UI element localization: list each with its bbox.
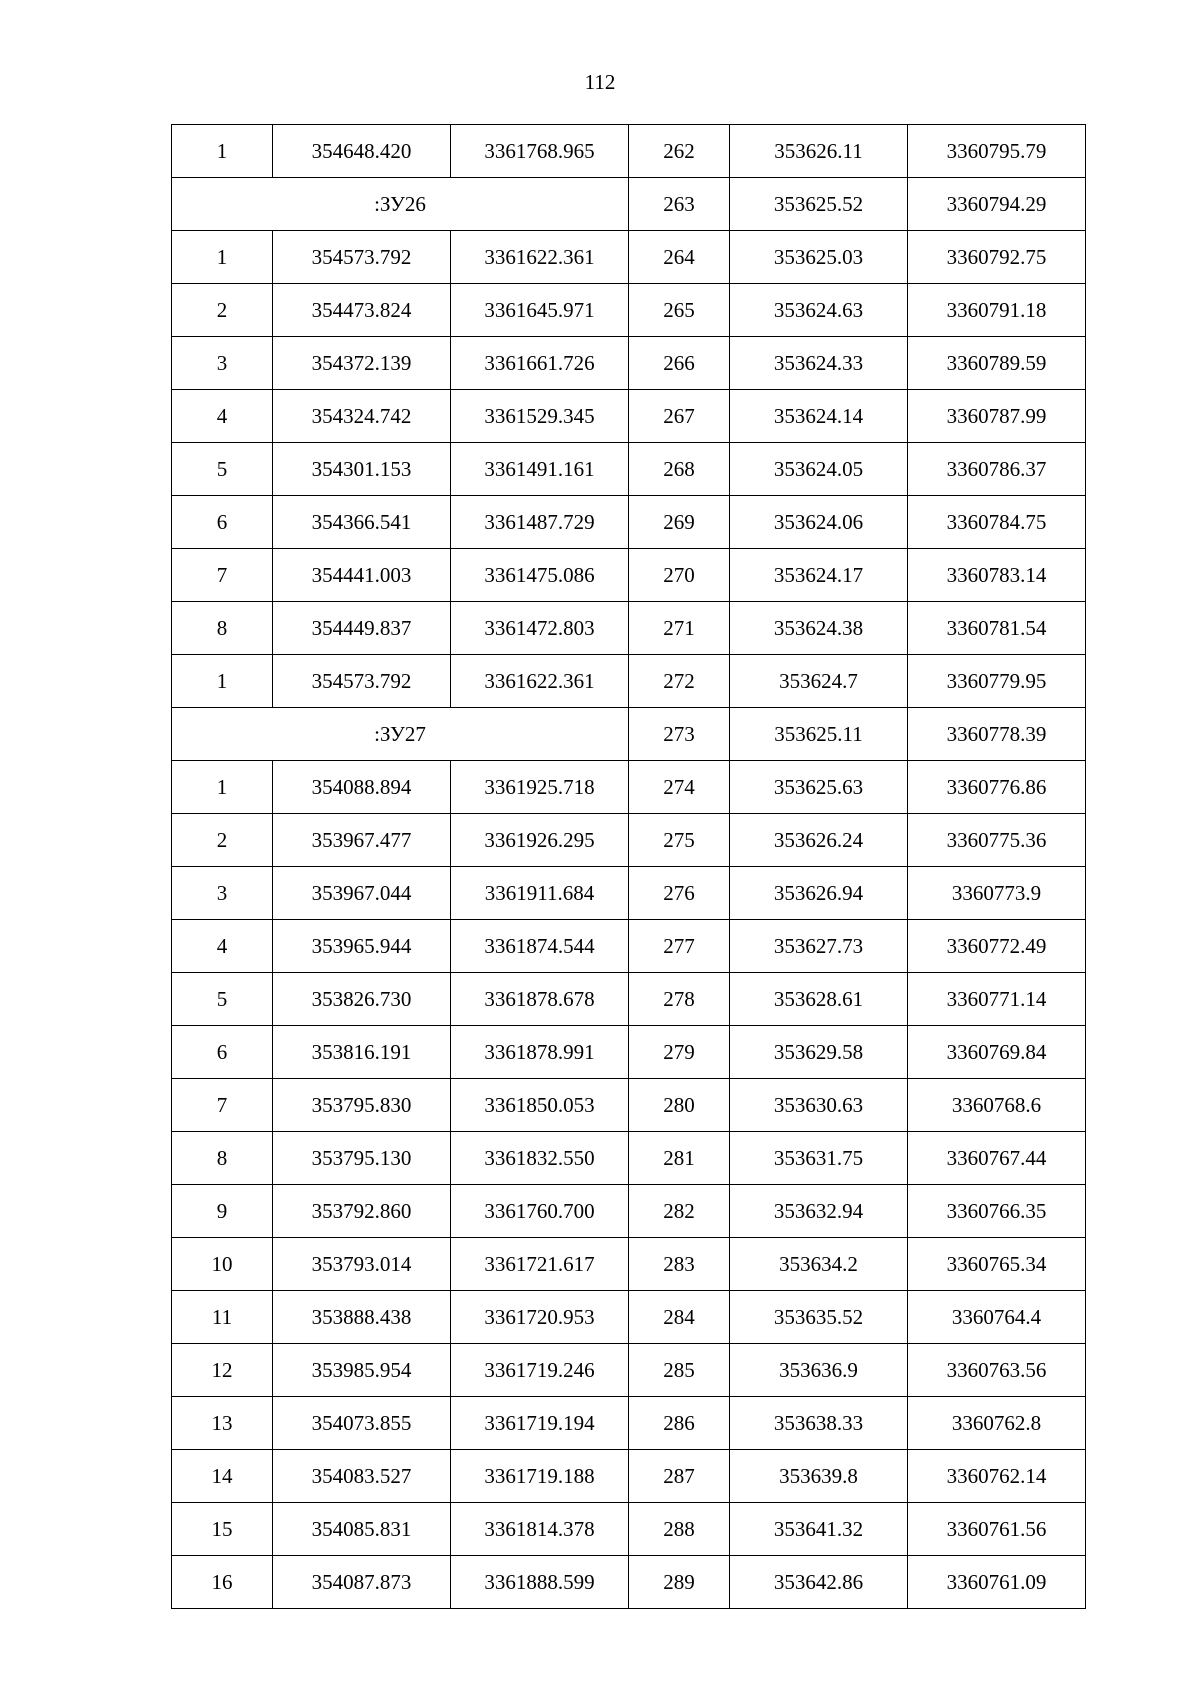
left-point-number: 1	[172, 655, 273, 708]
right-point-number: 262	[629, 125, 730, 178]
right-point-number: 279	[629, 1026, 730, 1079]
right-y-coordinate: 3360761.09	[908, 1556, 1086, 1609]
table-row	[172, 549, 1086, 602]
right-x-coordinate: 353624.17	[730, 549, 908, 602]
left-y-coordinate: 3361622.361	[451, 655, 629, 708]
right-x-coordinate: 353636.9	[730, 1344, 908, 1397]
right-point-number: 287	[629, 1450, 730, 1503]
left-x-coordinate: 354366.541	[273, 496, 451, 549]
right-point-number: 283	[629, 1238, 730, 1291]
right-x-coordinate: 353631.75	[730, 1132, 908, 1185]
right-y-coordinate: 3360766.35	[908, 1185, 1086, 1238]
left-point-number: 2	[172, 814, 273, 867]
right-point-number: 271	[629, 602, 730, 655]
left-point-number: 15	[172, 1503, 273, 1556]
right-y-coordinate: 3360762.14	[908, 1450, 1086, 1503]
right-point-number: 275	[629, 814, 730, 867]
left-y-coordinate: 3361721.617	[451, 1238, 629, 1291]
left-x-coordinate: 354573.792	[273, 655, 451, 708]
table-row	[172, 337, 1086, 390]
table-row	[172, 973, 1086, 1026]
table-row	[172, 1079, 1086, 1132]
right-y-coordinate: 3360769.84	[908, 1026, 1086, 1079]
left-point-number: 3	[172, 867, 273, 920]
left-point-number: 5	[172, 443, 273, 496]
right-point-number: 267	[629, 390, 730, 443]
section-row	[172, 178, 1086, 231]
right-x-coordinate: 353626.24	[730, 814, 908, 867]
right-point-number: 266	[629, 337, 730, 390]
left-point-number: 7	[172, 1079, 273, 1132]
left-point-number: 6	[172, 496, 273, 549]
right-y-coordinate: 3360772.49	[908, 920, 1086, 973]
left-y-coordinate: 3361926.295	[451, 814, 629, 867]
table-row	[172, 443, 1086, 496]
right-point-number: 282	[629, 1185, 730, 1238]
right-x-coordinate: 353625.03	[730, 231, 908, 284]
right-point-number: 280	[629, 1079, 730, 1132]
right-point-number: 277	[629, 920, 730, 973]
right-x-coordinate: 353626.94	[730, 867, 908, 920]
left-x-coordinate: 354441.003	[273, 549, 451, 602]
left-y-coordinate: 3361475.086	[451, 549, 629, 602]
right-x-coordinate: 353624.14	[730, 390, 908, 443]
parcel-label: :ЗУ26	[172, 178, 629, 231]
right-x-coordinate: 353624.05	[730, 443, 908, 496]
right-x-coordinate: 353629.58	[730, 1026, 908, 1079]
left-y-coordinate: 3361719.194	[451, 1397, 629, 1450]
left-x-coordinate: 353816.191	[273, 1026, 451, 1079]
right-y-coordinate: 3360768.6	[908, 1079, 1086, 1132]
left-y-coordinate: 3361760.700	[451, 1185, 629, 1238]
right-point-number: 286	[629, 1397, 730, 1450]
table-row	[172, 1556, 1086, 1609]
left-x-coordinate: 354573.792	[273, 231, 451, 284]
right-y-coordinate: 3360784.75	[908, 496, 1086, 549]
right-y-coordinate: 3360765.34	[908, 1238, 1086, 1291]
table-row	[172, 390, 1086, 443]
left-point-number: 1	[172, 231, 273, 284]
left-y-coordinate: 3361850.053	[451, 1079, 629, 1132]
left-y-coordinate: 3361487.729	[451, 496, 629, 549]
right-y-coordinate: 3360786.37	[908, 443, 1086, 496]
left-y-coordinate: 3361814.378	[451, 1503, 629, 1556]
left-point-number: 12	[172, 1344, 273, 1397]
left-x-coordinate: 353967.044	[273, 867, 451, 920]
left-point-number: 16	[172, 1556, 273, 1609]
right-x-coordinate: 353625.11	[730, 708, 908, 761]
left-x-coordinate: 354083.527	[273, 1450, 451, 1503]
right-y-coordinate: 3360778.39	[908, 708, 1086, 761]
table-row	[172, 284, 1086, 337]
right-y-coordinate: 3360781.54	[908, 602, 1086, 655]
table-row	[172, 867, 1086, 920]
right-x-coordinate: 353625.52	[730, 178, 908, 231]
left-point-number: 3	[172, 337, 273, 390]
right-x-coordinate: 353638.33	[730, 1397, 908, 1450]
right-x-coordinate: 353635.52	[730, 1291, 908, 1344]
left-y-coordinate: 3361874.544	[451, 920, 629, 973]
right-point-number: 288	[629, 1503, 730, 1556]
left-y-coordinate: 3361529.345	[451, 390, 629, 443]
right-x-coordinate: 353624.33	[730, 337, 908, 390]
table-row	[172, 496, 1086, 549]
right-point-number: 263	[629, 178, 730, 231]
left-point-number: 6	[172, 1026, 273, 1079]
left-point-number: 2	[172, 284, 273, 337]
right-y-coordinate: 3360783.14	[908, 549, 1086, 602]
left-y-coordinate: 3361491.161	[451, 443, 629, 496]
right-point-number: 272	[629, 655, 730, 708]
left-point-number: 13	[172, 1397, 273, 1450]
table-row	[172, 602, 1086, 655]
left-y-coordinate: 3361925.718	[451, 761, 629, 814]
left-y-coordinate: 3361878.678	[451, 973, 629, 1026]
table-row	[172, 231, 1086, 284]
left-x-coordinate: 354648.420	[273, 125, 451, 178]
right-x-coordinate: 353624.38	[730, 602, 908, 655]
left-y-coordinate: 3361472.803	[451, 602, 629, 655]
right-y-coordinate: 3360771.14	[908, 973, 1086, 1026]
right-point-number: 273	[629, 708, 730, 761]
right-y-coordinate: 3360763.56	[908, 1344, 1086, 1397]
right-point-number: 270	[629, 549, 730, 602]
left-point-number: 1	[172, 761, 273, 814]
right-point-number: 278	[629, 973, 730, 1026]
right-x-coordinate: 353626.11	[730, 125, 908, 178]
left-y-coordinate: 3361622.361	[451, 231, 629, 284]
right-y-coordinate: 3360792.75	[908, 231, 1086, 284]
left-x-coordinate: 353826.730	[273, 973, 451, 1026]
left-y-coordinate: 3361768.965	[451, 125, 629, 178]
left-y-coordinate: 3361878.991	[451, 1026, 629, 1079]
table-row	[172, 1450, 1086, 1503]
right-y-coordinate: 3360795.79	[908, 125, 1086, 178]
right-point-number: 274	[629, 761, 730, 814]
left-x-coordinate: 354087.873	[273, 1556, 451, 1609]
left-y-coordinate: 3361720.953	[451, 1291, 629, 1344]
right-point-number: 264	[629, 231, 730, 284]
table-row	[172, 814, 1086, 867]
left-x-coordinate: 354473.824	[273, 284, 451, 337]
right-point-number: 265	[629, 284, 730, 337]
left-x-coordinate: 354085.831	[273, 1503, 451, 1556]
right-y-coordinate: 3360767.44	[908, 1132, 1086, 1185]
right-x-coordinate: 353624.7	[730, 655, 908, 708]
right-y-coordinate: 3360787.99	[908, 390, 1086, 443]
table-row	[172, 1344, 1086, 1397]
right-y-coordinate: 3360794.29	[908, 178, 1086, 231]
table-row	[172, 1291, 1086, 1344]
left-y-coordinate: 3361888.599	[451, 1556, 629, 1609]
left-point-number: 14	[172, 1450, 273, 1503]
left-x-coordinate: 354372.139	[273, 337, 451, 390]
page-number: 112	[584, 70, 616, 94]
left-x-coordinate: 354088.894	[273, 761, 451, 814]
left-y-coordinate: 3361911.684	[451, 867, 629, 920]
right-y-coordinate: 3360761.56	[908, 1503, 1086, 1556]
left-x-coordinate: 353795.830	[273, 1079, 451, 1132]
right-y-coordinate: 3360764.4	[908, 1291, 1086, 1344]
right-point-number: 289	[629, 1556, 730, 1609]
left-point-number: 10	[172, 1238, 273, 1291]
left-y-coordinate: 3361719.246	[451, 1344, 629, 1397]
left-x-coordinate: 353965.944	[273, 920, 451, 973]
left-point-number: 9	[172, 1185, 273, 1238]
left-point-number: 5	[172, 973, 273, 1026]
left-y-coordinate: 3361832.550	[451, 1132, 629, 1185]
right-y-coordinate: 3360773.9	[908, 867, 1086, 920]
table-row	[172, 1503, 1086, 1556]
right-x-coordinate: 353628.61	[730, 973, 908, 1026]
right-y-coordinate: 3360789.59	[908, 337, 1086, 390]
left-point-number: 1	[172, 125, 273, 178]
table-row	[172, 1397, 1086, 1450]
right-y-coordinate: 3360791.18	[908, 284, 1086, 337]
right-x-coordinate: 353634.2	[730, 1238, 908, 1291]
right-y-coordinate: 3360776.86	[908, 761, 1086, 814]
right-y-coordinate: 3360775.36	[908, 814, 1086, 867]
right-x-coordinate: 353627.73	[730, 920, 908, 973]
right-x-coordinate: 353624.63	[730, 284, 908, 337]
right-point-number: 269	[629, 496, 730, 549]
coordinates-table-body	[172, 125, 1086, 1609]
left-x-coordinate: 353888.438	[273, 1291, 451, 1344]
left-point-number: 4	[172, 920, 273, 973]
right-x-coordinate: 353624.06	[730, 496, 908, 549]
left-x-coordinate: 353792.860	[273, 1185, 451, 1238]
right-point-number: 276	[629, 867, 730, 920]
right-point-number: 285	[629, 1344, 730, 1397]
left-x-coordinate: 353967.477	[273, 814, 451, 867]
right-x-coordinate: 353642.86	[730, 1556, 908, 1609]
left-y-coordinate: 3361645.971	[451, 284, 629, 337]
left-x-coordinate: 354324.742	[273, 390, 451, 443]
left-x-coordinate: 353795.130	[273, 1132, 451, 1185]
right-y-coordinate: 3360762.8	[908, 1397, 1086, 1450]
right-x-coordinate: 353630.63	[730, 1079, 908, 1132]
table-row	[172, 761, 1086, 814]
left-x-coordinate: 353793.014	[273, 1238, 451, 1291]
table-row	[172, 1132, 1086, 1185]
table-row	[172, 1026, 1086, 1079]
right-point-number: 284	[629, 1291, 730, 1344]
left-x-coordinate: 354301.153	[273, 443, 451, 496]
right-x-coordinate: 353625.63	[730, 761, 908, 814]
left-point-number: 11	[172, 1291, 273, 1344]
table-row	[172, 125, 1086, 178]
right-point-number: 281	[629, 1132, 730, 1185]
left-x-coordinate: 354449.837	[273, 602, 451, 655]
section-row	[172, 708, 1086, 761]
left-y-coordinate: 3361661.726	[451, 337, 629, 390]
right-x-coordinate: 353641.32	[730, 1503, 908, 1556]
table-row	[172, 655, 1086, 708]
left-y-coordinate: 3361719.188	[451, 1450, 629, 1503]
table-row	[172, 920, 1086, 973]
left-point-number: 8	[172, 602, 273, 655]
left-point-number: 8	[172, 1132, 273, 1185]
table-row	[172, 1185, 1086, 1238]
right-x-coordinate: 353632.94	[730, 1185, 908, 1238]
left-x-coordinate: 353985.954	[273, 1344, 451, 1397]
left-point-number: 4	[172, 390, 273, 443]
right-x-coordinate: 353639.8	[730, 1450, 908, 1503]
right-point-number: 268	[629, 443, 730, 496]
coordinates-table	[171, 124, 1086, 1609]
table-row	[172, 1238, 1086, 1291]
left-x-coordinate: 354073.855	[273, 1397, 451, 1450]
left-point-number: 7	[172, 549, 273, 602]
parcel-label: :ЗУ27	[172, 708, 629, 761]
right-y-coordinate: 3360779.95	[908, 655, 1086, 708]
